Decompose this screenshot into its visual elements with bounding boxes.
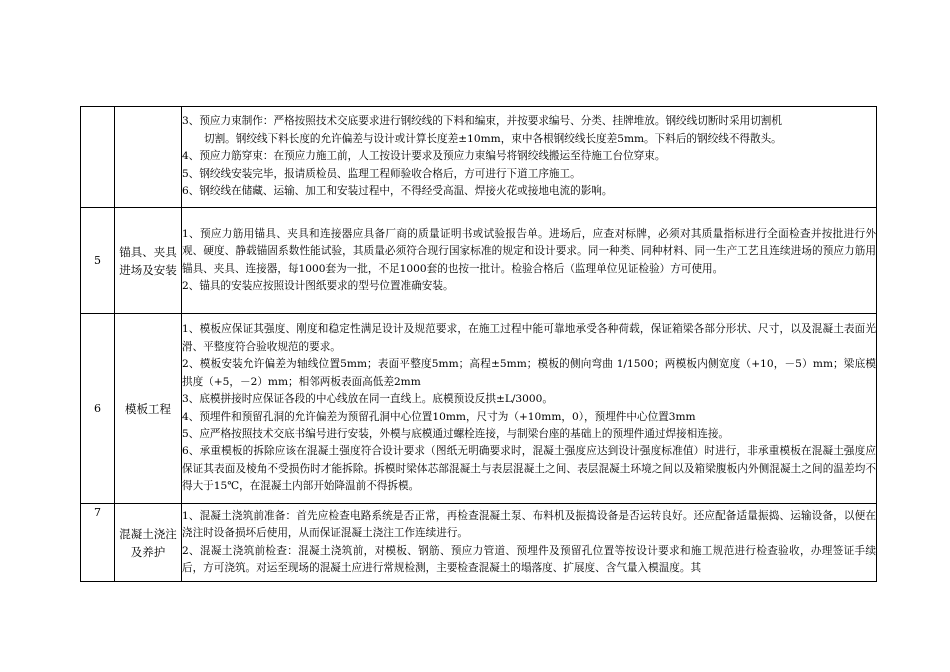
row-name-cell [115,107,182,208]
content-paragraph: 2、锚具的安装应按照设计图纸要求的型号位置准确安装。 [182,279,454,292]
row-content-cell [182,107,877,208]
row-number-cell: 6 [81,314,115,504]
content-paragraph: 1、模板应保证其强度、刚度和稳定性满足设计及规范要求，在施工过程中能可靠地承受各种荷载，保证箱梁各部分形状、尺寸，以及混凝土表面光滑、平整度符合验收规范的要求。 [182,323,876,353]
table-row [81,208,877,314]
content-paragraph: 4、预埋件和预留孔洞的允许偏差为预留孔洞中心位置10mm，尺寸为（+10mm，0），预埋件中心位置3mm [182,410,696,423]
row-number-cell [81,107,115,208]
content-paragraph: 1、混凝土浇筑前准备：首先应检查电路系统是否正常，再检查混凝土泵、布料机及振捣设备是否运转良好。还应配备适量振捣、运输设备，以便在浇注时设备损坏后使用，从而保证混凝土浇注工作连续进行。 [182,509,876,540]
row-content-cell [182,314,877,504]
table-row [81,107,877,208]
content-paragraph: 3、预应力束制作：严格按照技术交底要求进行钢绞线的下料和编束，并按要求编号、分类、挂牌堆放。钢绞线切断时采用切割机 [182,115,782,128]
content-paragraph: 2、模板安装允许偏差为轴线位置5mm；表面平整度5mm；高程±5mm；模板的侧向弯曲 1/1500；两模板内侧宽度（+10，－5）mm；梁底模拱度（+5，－2）mm；相邻两板表面高低差2mm [182,358,876,388]
content-paragraph: 5、钢绞线安装完毕，报请质检员、监理工程师验收合格后，方可进行下道工序施工。 [182,167,581,180]
row-number-cell: 7 [81,504,115,582]
row-number-cell: 5 [81,208,115,314]
row-content-cell [182,208,877,314]
content-paragraph: 6、钢绞线在储藏、运输、加工和安装过程中，不得经受高温、焊接火花或接地电流的影响。 [182,185,613,198]
table-row [81,504,877,582]
row-content-cell [182,504,877,582]
construction-spec-table [80,106,877,582]
row-name-cell: 模板工程 [115,314,182,504]
row-name-cell: 混凝土浇注及养护 [115,504,182,582]
content-paragraph: 6、承重模板的拆除应该在混凝土强度符合设计要求（图纸无明确要求时，混凝土强度应达到设计强度标准值）时进行，非承重模板在混凝土强度应保证其表面及棱角不受损伤时才能拆除。拆模时梁体芯部混凝土与表层混凝土之间、表层混凝土环境之间以及箱梁腹板内外侧混凝土之间的温差均不得大于15℃，在混凝土内部开始降温前不得拆模。 [182,445,876,493]
content-paragraph: 3、底模拼接时应保证各段的中心线放在同一直线上。底模预设反拱±L/3000。 [182,393,553,406]
content-paragraph: 4、预应力筋穿束：在预应力施工前，人工按设计要求及预应力束编号将钢绞线搬运至待施工台位穿束。 [182,150,666,163]
content-paragraph: 切割。钢绞线下料长度的允许偏差与设计或计算长度差±10mm，束中各根钢绞线长度差5mm。下料后的钢绞线不得散头。 [204,132,782,145]
row-name-cell: 锚具、夹具进场及安装 [115,208,182,314]
content-paragraph: 5、应严格按照技术交底书编号进行安装，外模与底模通过螺栓连接，与制梁台座的基础上的预埋件通过焊接相连接。 [182,427,730,440]
table-row [81,314,877,504]
content-paragraph: 1、预应力筋用锚具、夹具和连接器应具备厂商的质量证明书或试验报告单。进场后，应查对标牌，必须对其质量指标进行全面检查并按批进行外观、硬度、静载锚固系数性能试验，其质量必须符合现行国家标准的规定和设计要求。同一种类、同种材料、同一生产工艺且连续进场的预应力筋用锚具、夹具、连接器，每1000套为一批，不足1000套的也按一批计。检验合格后（监理单位见证检验）方可使用。 [182,227,876,275]
content-paragraph: 2、混凝土浇筑前检查：混凝土浇筑前，对模板、钢筋、预应力管道、预埋件及预留孔位置等按设计要求和施工规范进行检查验收，办理签证手续后，方可浇筑。对运至现场的混凝土应进行常规检测，主要检查混凝土的塌落度、扩展度、含气量入模温度。其 [182,544,876,574]
